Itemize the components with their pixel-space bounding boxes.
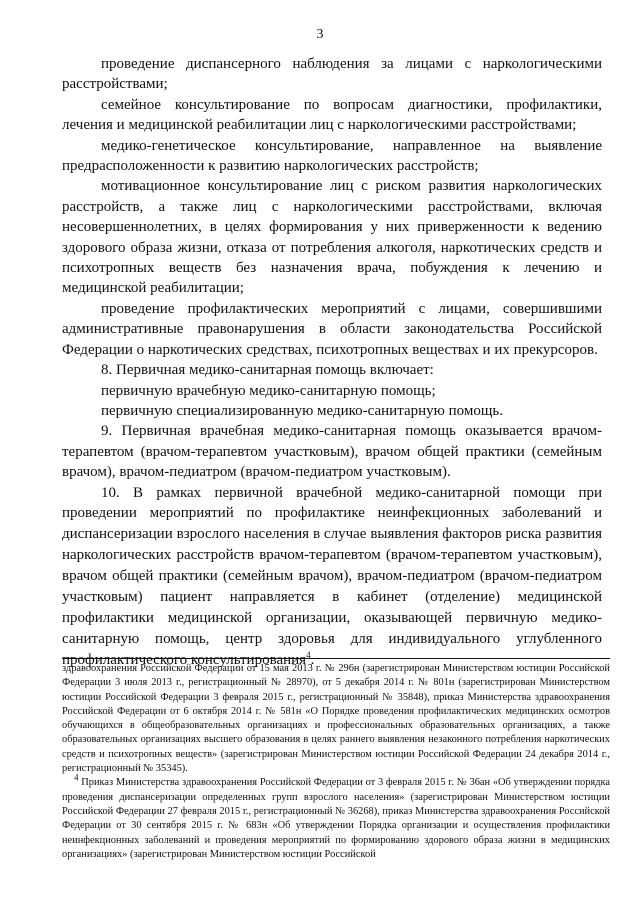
paragraph-item-10: 10. В рамках первичной врачебной медико-санитарной помощи при проведении мероприятий по профилактике неинфекционных заболеваний и диспансеризации взрослого населения в случае выявления факторов риска развития наркологических расстройств врачом-терапевтом (врачом-терапевтом участковым), врачом общей практики (семейным врачом), врачом-педиатром (врачом-педиатром участковым) пациент направляется в кабинет (отделение) медицинской профилактики медицинской организации, оказывающей первичную медико-санитарную помощь, центр здоровья для индивидуального углубленного профилактического консультирования$^4$. — [62, 484, 602, 668]
footnote-continued: здравоохранения Российской Федерации от 15 мая 2013 г. № 296н (зарегистрирован Министерством юстиции Российской Федерации 3 июля 2013 г., регистрационный № 28970), от 5 декабря 2014 г. № 801н (зарегистрирован Министерством юстиции Российской Федерации 3 февраля 2015 г., регистрационный № 35848), приказ Министерства здравоохранения Российской Федерации от 6 октября 2014 г. № 581н «О Порядке проведения профилактических медицинских осмотров обучающихся в общеобразовательных организациях и профессиональных образовательных организациях, а также образовательных организациях высшего образования в целях раннего выявления незаконного потребления наркотических средств и психотропных веществ» (зарегистрирован Министерством юстиции Российской Федерации 24 декабря 2014 г., регистрационный № 35345). — [62, 663, 610, 775]
paragraph-motivational-counseling: мотивационное консультирование лиц с риском развития наркологических расстройств, а также лиц с наркологическими расстройствами, включая несовершеннолетних, в целях формирования у них приверженности к ведению здорового образа жизни, отказа от потребления алкоголя, наркотических средств и психотропных веществ без назначения врача, побуждения к лечению и медицинской реабилитации; — [62, 178, 602, 297]
footnote-4-text: Приказ Министерства здравоохранения Российской Федерации от 3 февраля 2015 г. № 36ан «Об утверждении порядка проведения диспансеризации определенных групп взрослого населения» (зарегистрирован Министерством юстиции Российской Федерации 27 февраля 2015 г., регистрационный № 36268), приказ Министерства здравоохранения Российской Федерации от 30 сентября 2015 г. № 683н «Об утверждении Порядка организации и осуществления профилактики неинфекционных заболеваний и проведения мероприятий по формированию здорового образа жизни в медицинских организациях» (зарегистрирован Министерством юстиции Российской — [62, 777, 610, 860]
paragraph-primary-physician-care: первичную врачебную медико-санитарную помощь; — [101, 382, 436, 399]
footnotes — [62, 662, 610, 862]
footnote-4 — [62, 772, 610, 862]
paragraph-genetic-counseling: медико-генетическое консультирование, направленное на выявление предрасположенности к развитию наркологических расстройств; — [62, 137, 602, 175]
paragraph-item-8: 8. Первичная медико-санитарная помощь включает: — [101, 362, 434, 379]
page-number: 3 — [316, 27, 324, 42]
footnote-ref-4[interactable]: 4 — [306, 649, 311, 660]
paragraph-family-counseling: семейное консультирование по вопросам диагностики, профилактики, лечения и медицинской реабилитации лиц с наркологическими расстройствами; — [62, 96, 602, 134]
footnote-4-mark: 4 — [74, 772, 79, 783]
footnote-separator — [62, 658, 610, 659]
paragraph-primary-specialized-care: первичную специализированную медико-санитарную помощь. — [101, 402, 503, 419]
paragraph-item-10-text: 10. В рамках первичной врачебной медико-санитарной помощи при проведении мероприятий по профилактике неинфекционных заболеваний и диспансеризации взрослого населения в случае выявления факторов риска развития наркологических расстройств врачом-терапевтом (врачом-терапевтом участковым), врачом общей практики (семейным врачом), врачом-педиатром (врачом-педиатром участковым) пациент направляется в кабинет (отделение) медицинской профилактики медицинской организации, оказывающей первичную медико-санитарную помощь, центр здоровья для индивидуального углубленного профилактического консультирования — [62, 484, 602, 668]
paragraph-item-9: 9. Первичная врачебная медико-санитарная помощь оказывается врачом-терапевтом (врачом-терапевтом участковым), врачом общей практики (семейным врачом), врачом-педиатром (врачом-педиатром участковым). — [62, 423, 602, 481]
body-text — [62, 54, 602, 671]
paragraph-dispensary-observation: проведение диспансерного наблюдения за лицами с наркологическими расстройствами; — [62, 56, 602, 93]
paragraph-preventive-measures: проведение профилактических мероприятий с лицами, совершившими административные правонарушения в области законодательства Российской Федерации о наркотических средствах, психотропных веществах и их прекурсоров. — [62, 300, 602, 358]
